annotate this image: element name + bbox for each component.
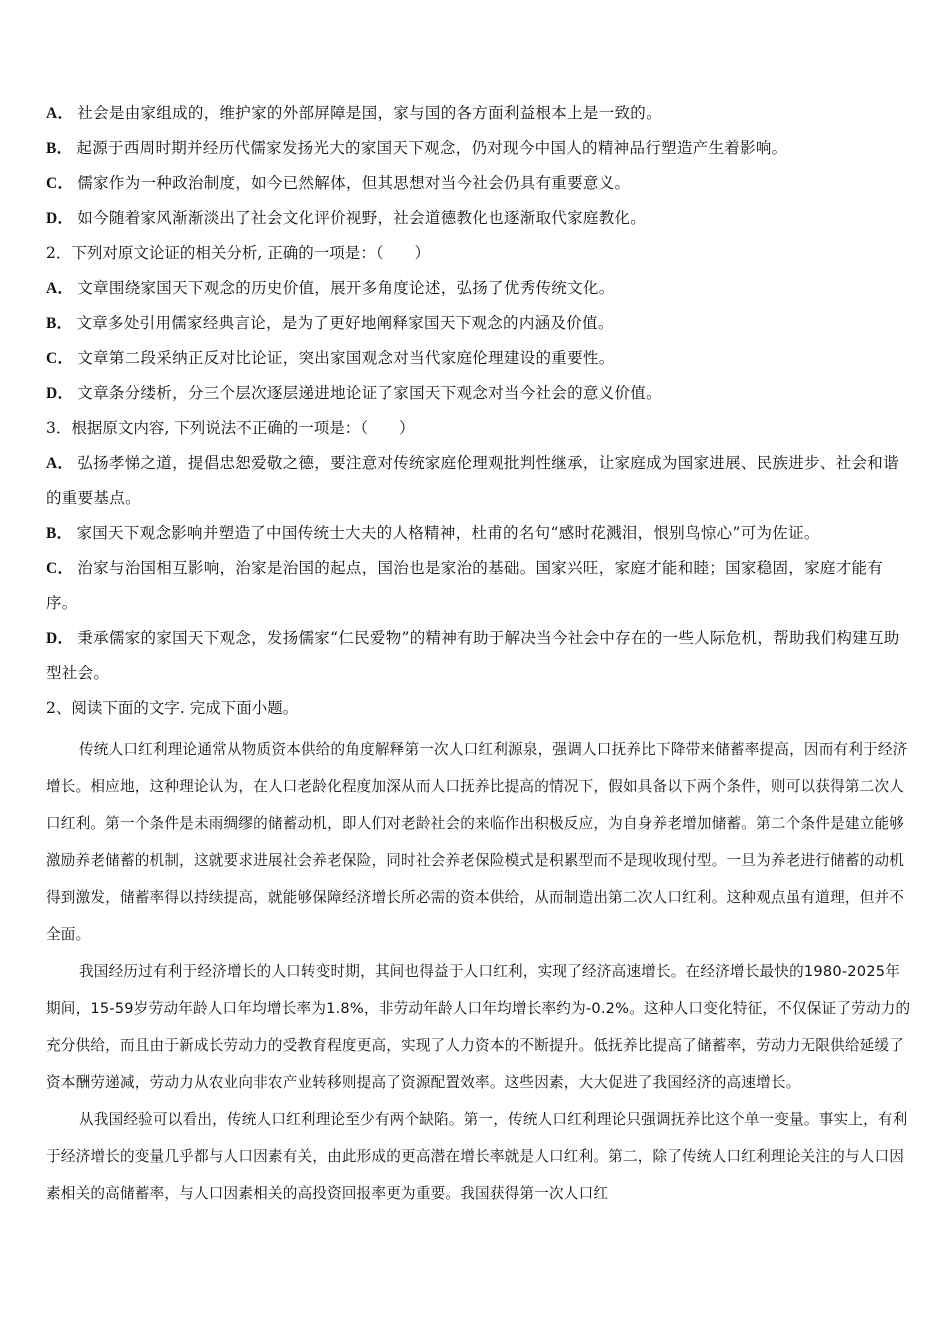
option-d bbox=[46, 201, 912, 236]
option-b bbox=[46, 516, 912, 551]
option-b bbox=[46, 306, 912, 341]
passage-paragraph: 从我国经验可以看出，传统人口红利理论至少有两个缺陷。第一，传统人口红利理论只强调抚养比这个单一变量。事实上，有利于经济增长的变量几乎都与人口因素有关，由此形成的更高潜在增长率就是人口红利。第二，除了传统人口红利理论关注的与人口因素相关的高储蓄率，与人口因素相关的高投资回报率更为重要。我国获得第一次人口红 bbox=[46, 1111, 908, 1202]
option-text: 弘扬孝悌之道，提倡忠恕爱敬之德，要注意对传统家庭伦理观批判性继承，让家庭成为国家进展、民族进步、社会和谐的重要基点。 bbox=[46, 454, 899, 507]
option-text: 文章围绕家国天下观念的历史价值，展开多角度论述，弘扬了优秀传统文化。 bbox=[77, 279, 615, 297]
option-text: 文章第二段采纳正反对比论证，突出家国观念对当代家庭伦理建设的重要性。 bbox=[77, 349, 615, 367]
option-label: A． bbox=[46, 105, 74, 122]
option-label: B． bbox=[46, 525, 73, 542]
option-text: 治家与治国相互影响，治家是治国的起点，国治也是家治的基础。国家兴旺，家庭才能和睦；国家稳固，家庭才能有序。 bbox=[46, 559, 884, 612]
option-label: B． bbox=[46, 315, 73, 332]
option-text: 家国天下观念影响并塑造了中国传统士大夫的人格精神，杜甫的名句“感时花溅泪，恨别鸟惊心”可为佐证。 bbox=[76, 524, 820, 542]
option-c bbox=[46, 341, 912, 376]
option-a bbox=[46, 446, 912, 516]
option-a bbox=[46, 271, 912, 306]
section-heading: 2、阅读下面的文字. 完成下面小题。 bbox=[46, 699, 299, 717]
question-1-options bbox=[46, 96, 912, 726]
option-text: 儒家作为一种政治制度，如今已然解体，但其思想对当今社会仍具有重要意义。 bbox=[77, 174, 631, 192]
option-label: A． bbox=[46, 455, 74, 472]
option-text: 文章多处引用儒家经典言论，是为了更好地阐释家国天下观念的内涵及价值。 bbox=[76, 314, 614, 332]
option-label: C． bbox=[46, 560, 74, 577]
option-label: B． bbox=[46, 140, 73, 157]
option-label: D． bbox=[46, 385, 74, 402]
option-text: 文章条分缕析，分三个层次逐层递进地论证了家国天下观念对当今社会的意义价值。 bbox=[77, 384, 662, 402]
passage-paragraph: 传统人口红利理论通常从物质资本供给的角度解释第一次人口红利源泉，强调人口抚养比下降带来储蓄率提高，因而有利于经济增长。相应地，这种理论认为，在人口老龄化程度加深从而人口抚养比提高的情况下，假如具备以下两个条件，则可以获得第二次人口红利。第一个条件是未雨绸缪的储蓄动机，即人们对老龄社会的来临作出积极反应，为自身养老增加储蓄。第二个条件是建立能够激励养老储蓄的机制，这就要求进展社会养老保险，同时社会养老保险模式是积累型而不是现收现付型。一旦为养老进行储蓄的动机得到激发，储蓄率得以持续提高，就能够保障经济增长所必需的资本供给，从而制造出第二次人口红利。这种观点虽有道理，但并不全面。 bbox=[46, 741, 908, 943]
option-d bbox=[46, 376, 912, 411]
option-label: C． bbox=[46, 175, 74, 192]
option-a bbox=[46, 96, 912, 131]
option-d bbox=[46, 621, 912, 691]
option-text: 如今随着家风渐渐淡出了社会文化评价视野，社会道德教化也逐渐取代家庭教化。 bbox=[77, 209, 647, 227]
option-label: C． bbox=[46, 350, 74, 367]
option-label: A． bbox=[46, 280, 74, 297]
option-label: D． bbox=[46, 630, 74, 647]
option-text: 社会是由家组成的，维护家的外部屏障是国，家与国的各方面利益根本上是一致的。 bbox=[77, 104, 662, 122]
passage-paragraph: 我国经历过有利于经济增长的人口转变时期，其间也得益于人口红利，实现了经济高速增长。在经济增长最快的1980-2025年期间，15-59岁劳动年龄人口年均增长率为1.8%，非劳动年龄人口年均增长率约为-0.2%。这种人口变化特征，不仅保证了劳动力的充分供给，而且由于新成长劳动力的受教育程度更高，实现了人力资本的不断提升。低抚养比提高了储蓄率，劳动力无限供给延缓了资本酬劳递减，劳动力从农业向非农产业转移则提高了资源配置效率。这些因素，大大促进了我国经济的高速增长。 bbox=[46, 963, 911, 1091]
question-2-stem: 2．下列对原文论证的相关分析, 正确的一项是：（ ） bbox=[46, 244, 430, 262]
option-c bbox=[46, 551, 912, 621]
question-3-stem: 3．根据原文内容, 下列说法不正确的一项是：（ ） bbox=[46, 419, 415, 437]
option-label: D． bbox=[46, 210, 74, 227]
option-c bbox=[46, 166, 912, 201]
option-b bbox=[46, 131, 912, 166]
reading-passage bbox=[46, 731, 912, 1212]
option-text: 起源于西周时期并经历代儒家发扬光大的家国天下观念，仍对现今中国人的精神品行塑造产生着影响。 bbox=[76, 139, 788, 157]
option-text: 秉承儒家的家国天下观念，发扬儒家“仁民爱物”的精神有助于解决当今社会中存在的一些人际危机，帮助我们构建互助型社会。 bbox=[46, 629, 900, 682]
